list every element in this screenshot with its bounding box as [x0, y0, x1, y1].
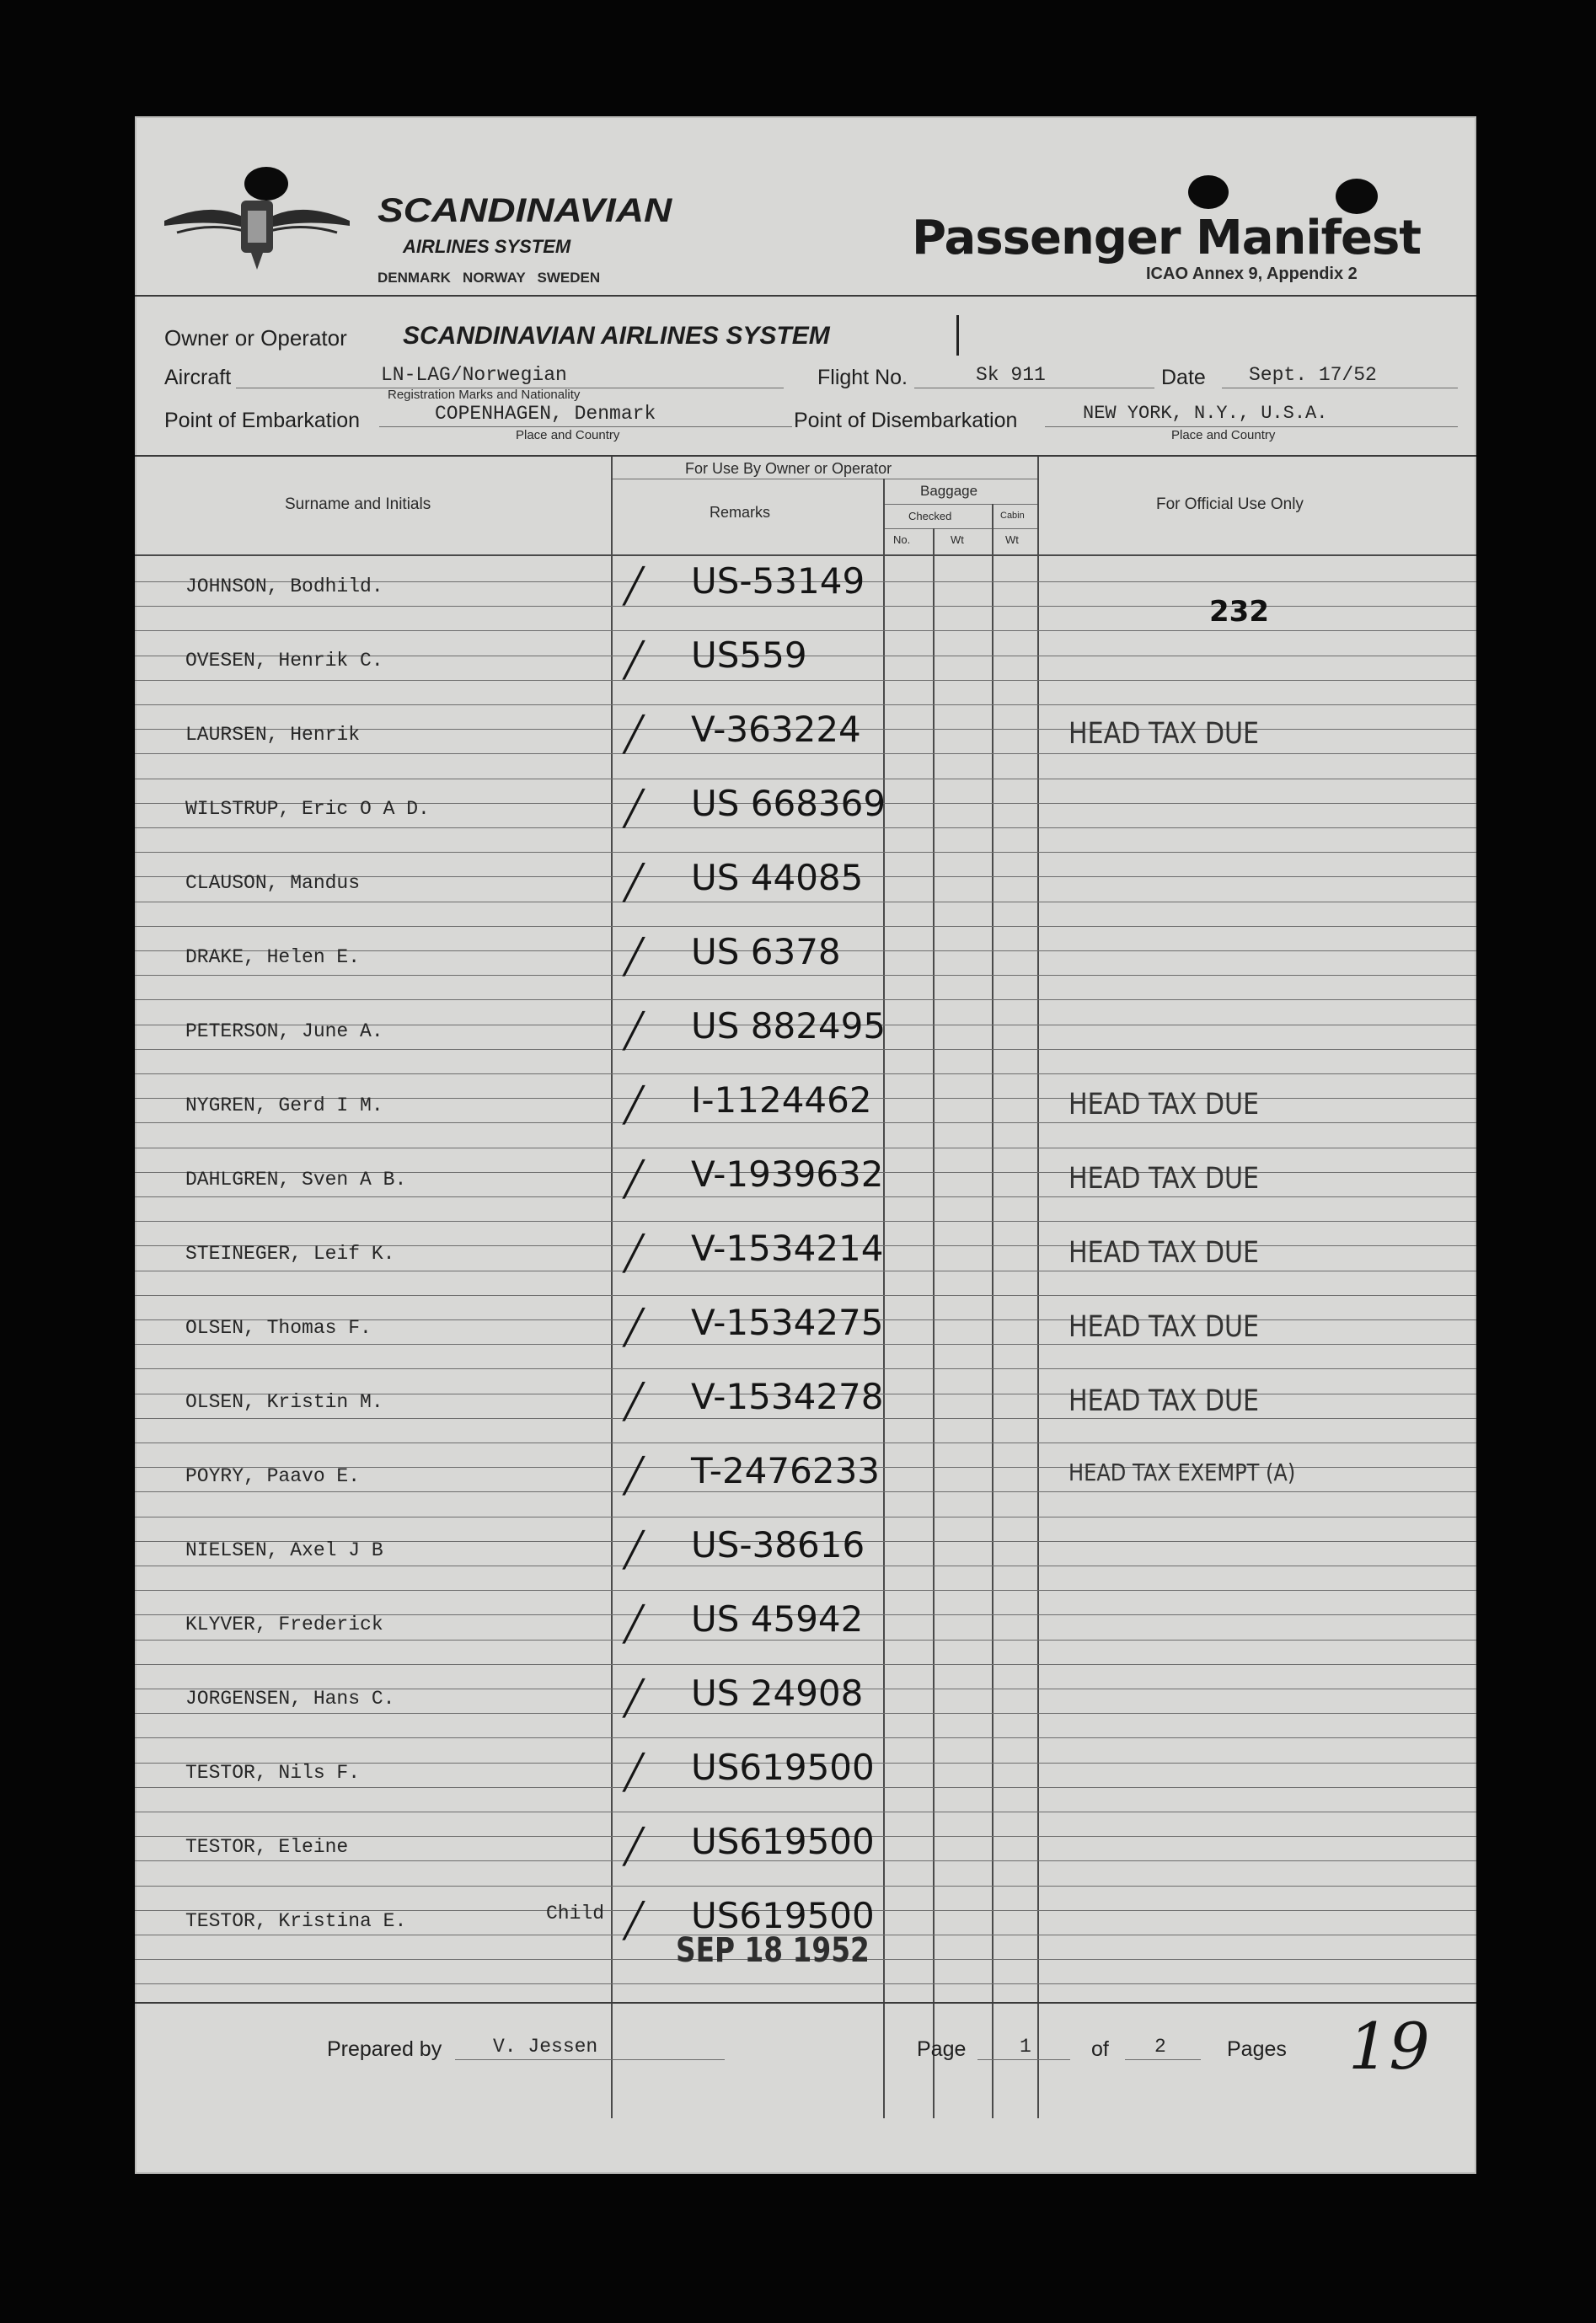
passenger-name: NIELSEN, Axel J B [185, 1539, 383, 1561]
passenger-name: JOHNSON, Bodhild. [185, 575, 383, 597]
prepared-label: Prepared by [327, 2037, 442, 2061]
check-mark-icon: ╱ [624, 1753, 645, 1792]
child-note: Child [546, 1903, 605, 1924]
passenger-name: KLYVER, Frederick [185, 1614, 383, 1635]
manifest-sheet [135, 116, 1476, 2174]
remark-handwritten: US619500 [691, 1821, 875, 1862]
check-mark-icon: ╱ [624, 1902, 645, 1940]
official-stamp: HEAD TAX DUE [1068, 1384, 1260, 1418]
check-mark-icon: ╱ [624, 1828, 645, 1866]
check-mark-icon: ╱ [624, 641, 645, 680]
passenger-name: JORGENSEN, Hans C. [185, 1688, 395, 1710]
date-stamp: SEP 18 1952 [676, 1931, 870, 1970]
ruled-line [135, 975, 1476, 976]
ruled-line [135, 1196, 1476, 1197]
check-mark-icon: ╱ [624, 938, 645, 977]
remark-handwritten: V-363224 [691, 709, 861, 750]
passenger-name: TESTOR, Nils F. [185, 1762, 361, 1784]
passenger-name: DRAKE, Helen E. [185, 946, 361, 968]
check-mark-icon: ╱ [624, 1531, 645, 1570]
ruled-line [135, 999, 1476, 1000]
aircraft-value: LN-LAG/Norwegian [381, 364, 567, 386]
official-stamp: HEAD TAX DUE [1068, 1162, 1260, 1196]
remark-handwritten: V-1534275 [691, 1302, 884, 1343]
page-title: Passenger Manifest [912, 211, 1422, 265]
ruled-line [135, 630, 1476, 631]
passenger-name: NYGREN, Gerd I M. [185, 1095, 383, 1116]
ruled-line [135, 1221, 1476, 1222]
embark-label: Point of Embarkation [164, 409, 361, 432]
flight-no-label: Flight No. [817, 366, 908, 389]
col-wt2-header: Wt [1005, 533, 1019, 546]
of-value: 2 [1154, 2036, 1166, 2058]
prepared-value: V. Jessen [493, 2036, 598, 2058]
date-value: Sept. 17/52 [1249, 364, 1377, 386]
remark-handwritten: V-1534214 [691, 1228, 884, 1269]
ruled-line [135, 852, 1476, 853]
passenger-name: TESTOR, Eleine [185, 1836, 349, 1858]
of-label: of [1091, 2037, 1109, 2061]
flight-no-value: Sk 911 [976, 364, 1046, 386]
page-subtitle: ICAO Annex 9, Appendix 2 [1146, 265, 1358, 283]
official-stamp: HEAD TAX DUE [1068, 717, 1260, 751]
check-mark-icon: ╱ [624, 1605, 645, 1644]
remark-handwritten: US559 [691, 634, 807, 676]
passenger-name: OLSEN, Thomas F. [185, 1317, 372, 1339]
punch-hole [1336, 179, 1378, 214]
remark-handwritten: US 45942 [691, 1598, 864, 1640]
col-checked-header: Checked [908, 510, 952, 522]
passenger-name: OLSEN, Kristin M. [185, 1391, 383, 1413]
check-mark-icon: ╱ [624, 864, 645, 902]
passenger-name: POYRY, Paavo E. [185, 1465, 361, 1487]
ruled-line [135, 926, 1476, 927]
col-official-header: For Official Use Only [1156, 495, 1304, 513]
remark-handwritten: US619500 [691, 1895, 875, 1936]
official-number: 232 [1209, 595, 1269, 629]
ruled-line [135, 1737, 1476, 1738]
passenger-name: DAHLGREN, Sven A B. [185, 1169, 407, 1191]
remark-handwritten: V-1534278 [691, 1376, 884, 1417]
ruled-line [135, 680, 1476, 681]
remark-handwritten: US 6378 [691, 931, 841, 972]
remark-handwritten: I-1124462 [691, 1079, 872, 1121]
page-label: Page [917, 2037, 967, 2061]
ruled-line [135, 1664, 1476, 1665]
check-mark-icon: ╱ [624, 789, 645, 828]
col-no-header: No. [893, 533, 911, 546]
ruled-line [135, 1368, 1476, 1369]
brand-name: SCANDINAVIAN [378, 192, 672, 229]
check-mark-icon: ╱ [624, 1160, 645, 1199]
brand-countries: DENMARK NORWAY SWEDEN [378, 270, 601, 286]
ruled-line [135, 1491, 1476, 1492]
embark-value: COPENHAGEN, Denmark [435, 403, 656, 425]
aircraft-caption: Registration Marks and Nationality [388, 388, 581, 402]
passenger-name: STEINEGER, Leif K. [185, 1243, 395, 1265]
official-stamp: HEAD TAX DUE [1068, 1088, 1260, 1121]
ruled-line [135, 1122, 1476, 1123]
col-baggage-header: Baggage [920, 483, 978, 499]
disembark-label: Point of Disembarkation [794, 409, 1018, 432]
col-remarks-header: Remarks [710, 504, 771, 521]
ruled-line [135, 1590, 1476, 1591]
pages-label: Pages [1227, 2037, 1287, 2061]
remark-handwritten: US-53149 [691, 560, 865, 602]
ruled-line [135, 1049, 1476, 1050]
official-stamp: HEAD TAX EXEMPT (A) [1068, 1459, 1296, 1486]
disembark-value: NEW YORK, N.Y., U.S.A. [1083, 403, 1328, 424]
ruled-line [135, 704, 1476, 705]
col-wt-header: Wt [951, 533, 964, 546]
remark-handwritten: US-38616 [691, 1524, 865, 1566]
check-mark-icon: ╱ [624, 1086, 645, 1125]
passenger-name: TESTOR, Kristina E. [185, 1910, 407, 1932]
aircraft-label: Aircraft [164, 366, 232, 389]
remark-handwritten: US 44085 [691, 857, 864, 898]
check-mark-icon: ╱ [624, 1457, 645, 1496]
passenger-name: CLAUSON, Mandus [185, 872, 361, 894]
punch-hole [1188, 175, 1229, 209]
remark-handwritten: US 882495 [691, 1005, 886, 1046]
brand-subname: AIRLINES SYSTEM [403, 236, 571, 257]
ruled-line [135, 1983, 1476, 1984]
remark-handwritten: US 24908 [691, 1673, 864, 1714]
owner-label: Owner or Operator [164, 325, 347, 351]
sheet-number: 19 [1348, 2009, 1430, 2084]
check-mark-icon: ╱ [624, 567, 645, 606]
ruled-line [135, 1073, 1476, 1074]
date-label: Date [1161, 366, 1206, 389]
remark-handwritten: T-2476233 [691, 1450, 881, 1491]
check-mark-icon: ╱ [624, 1383, 645, 1421]
ruled-line [135, 1886, 1476, 1887]
check-mark-icon: ╱ [624, 1679, 645, 1718]
page-value: 1 [1020, 2036, 1031, 2058]
remark-handwritten: V-1939632 [691, 1153, 884, 1195]
sas-logo-icon [160, 177, 354, 278]
passenger-name: PETERSON, June A. [185, 1020, 383, 1042]
passenger-name: OVESEN, Henrik C. [185, 650, 383, 672]
check-mark-icon: ╱ [624, 715, 645, 754]
check-mark-icon: ╱ [624, 1234, 645, 1273]
passenger-name: WILSTRUP, Eric O A D. [185, 798, 430, 820]
check-mark-icon: ╱ [624, 1309, 645, 1347]
ruled-line [135, 827, 1476, 828]
col-name-header: Surname and Initials [285, 495, 431, 513]
passenger-name: LAURSEN, Henrik [185, 724, 361, 746]
ruled-line [135, 1295, 1476, 1296]
disembark-caption: Place and Country [1171, 428, 1276, 442]
remark-handwritten: US 668369 [691, 783, 886, 824]
ruled-line [135, 606, 1476, 607]
embark-caption: Place and Country [516, 428, 620, 442]
official-stamp: HEAD TAX DUE [1068, 1236, 1260, 1270]
col-cabin-header: Cabin [1000, 511, 1025, 521]
owner-value: SCANDINAVIAN AIRLINES SYSTEM [403, 322, 830, 350]
ruled-line [135, 753, 1476, 754]
col-owner-group-header: For Use By Owner or Operator [685, 460, 892, 477]
ruled-line [135, 1344, 1476, 1345]
remark-handwritten: US619500 [691, 1747, 875, 1788]
official-stamp: HEAD TAX DUE [1068, 1310, 1260, 1344]
ruled-line [135, 1418, 1476, 1419]
check-mark-icon: ╱ [624, 1012, 645, 1051]
